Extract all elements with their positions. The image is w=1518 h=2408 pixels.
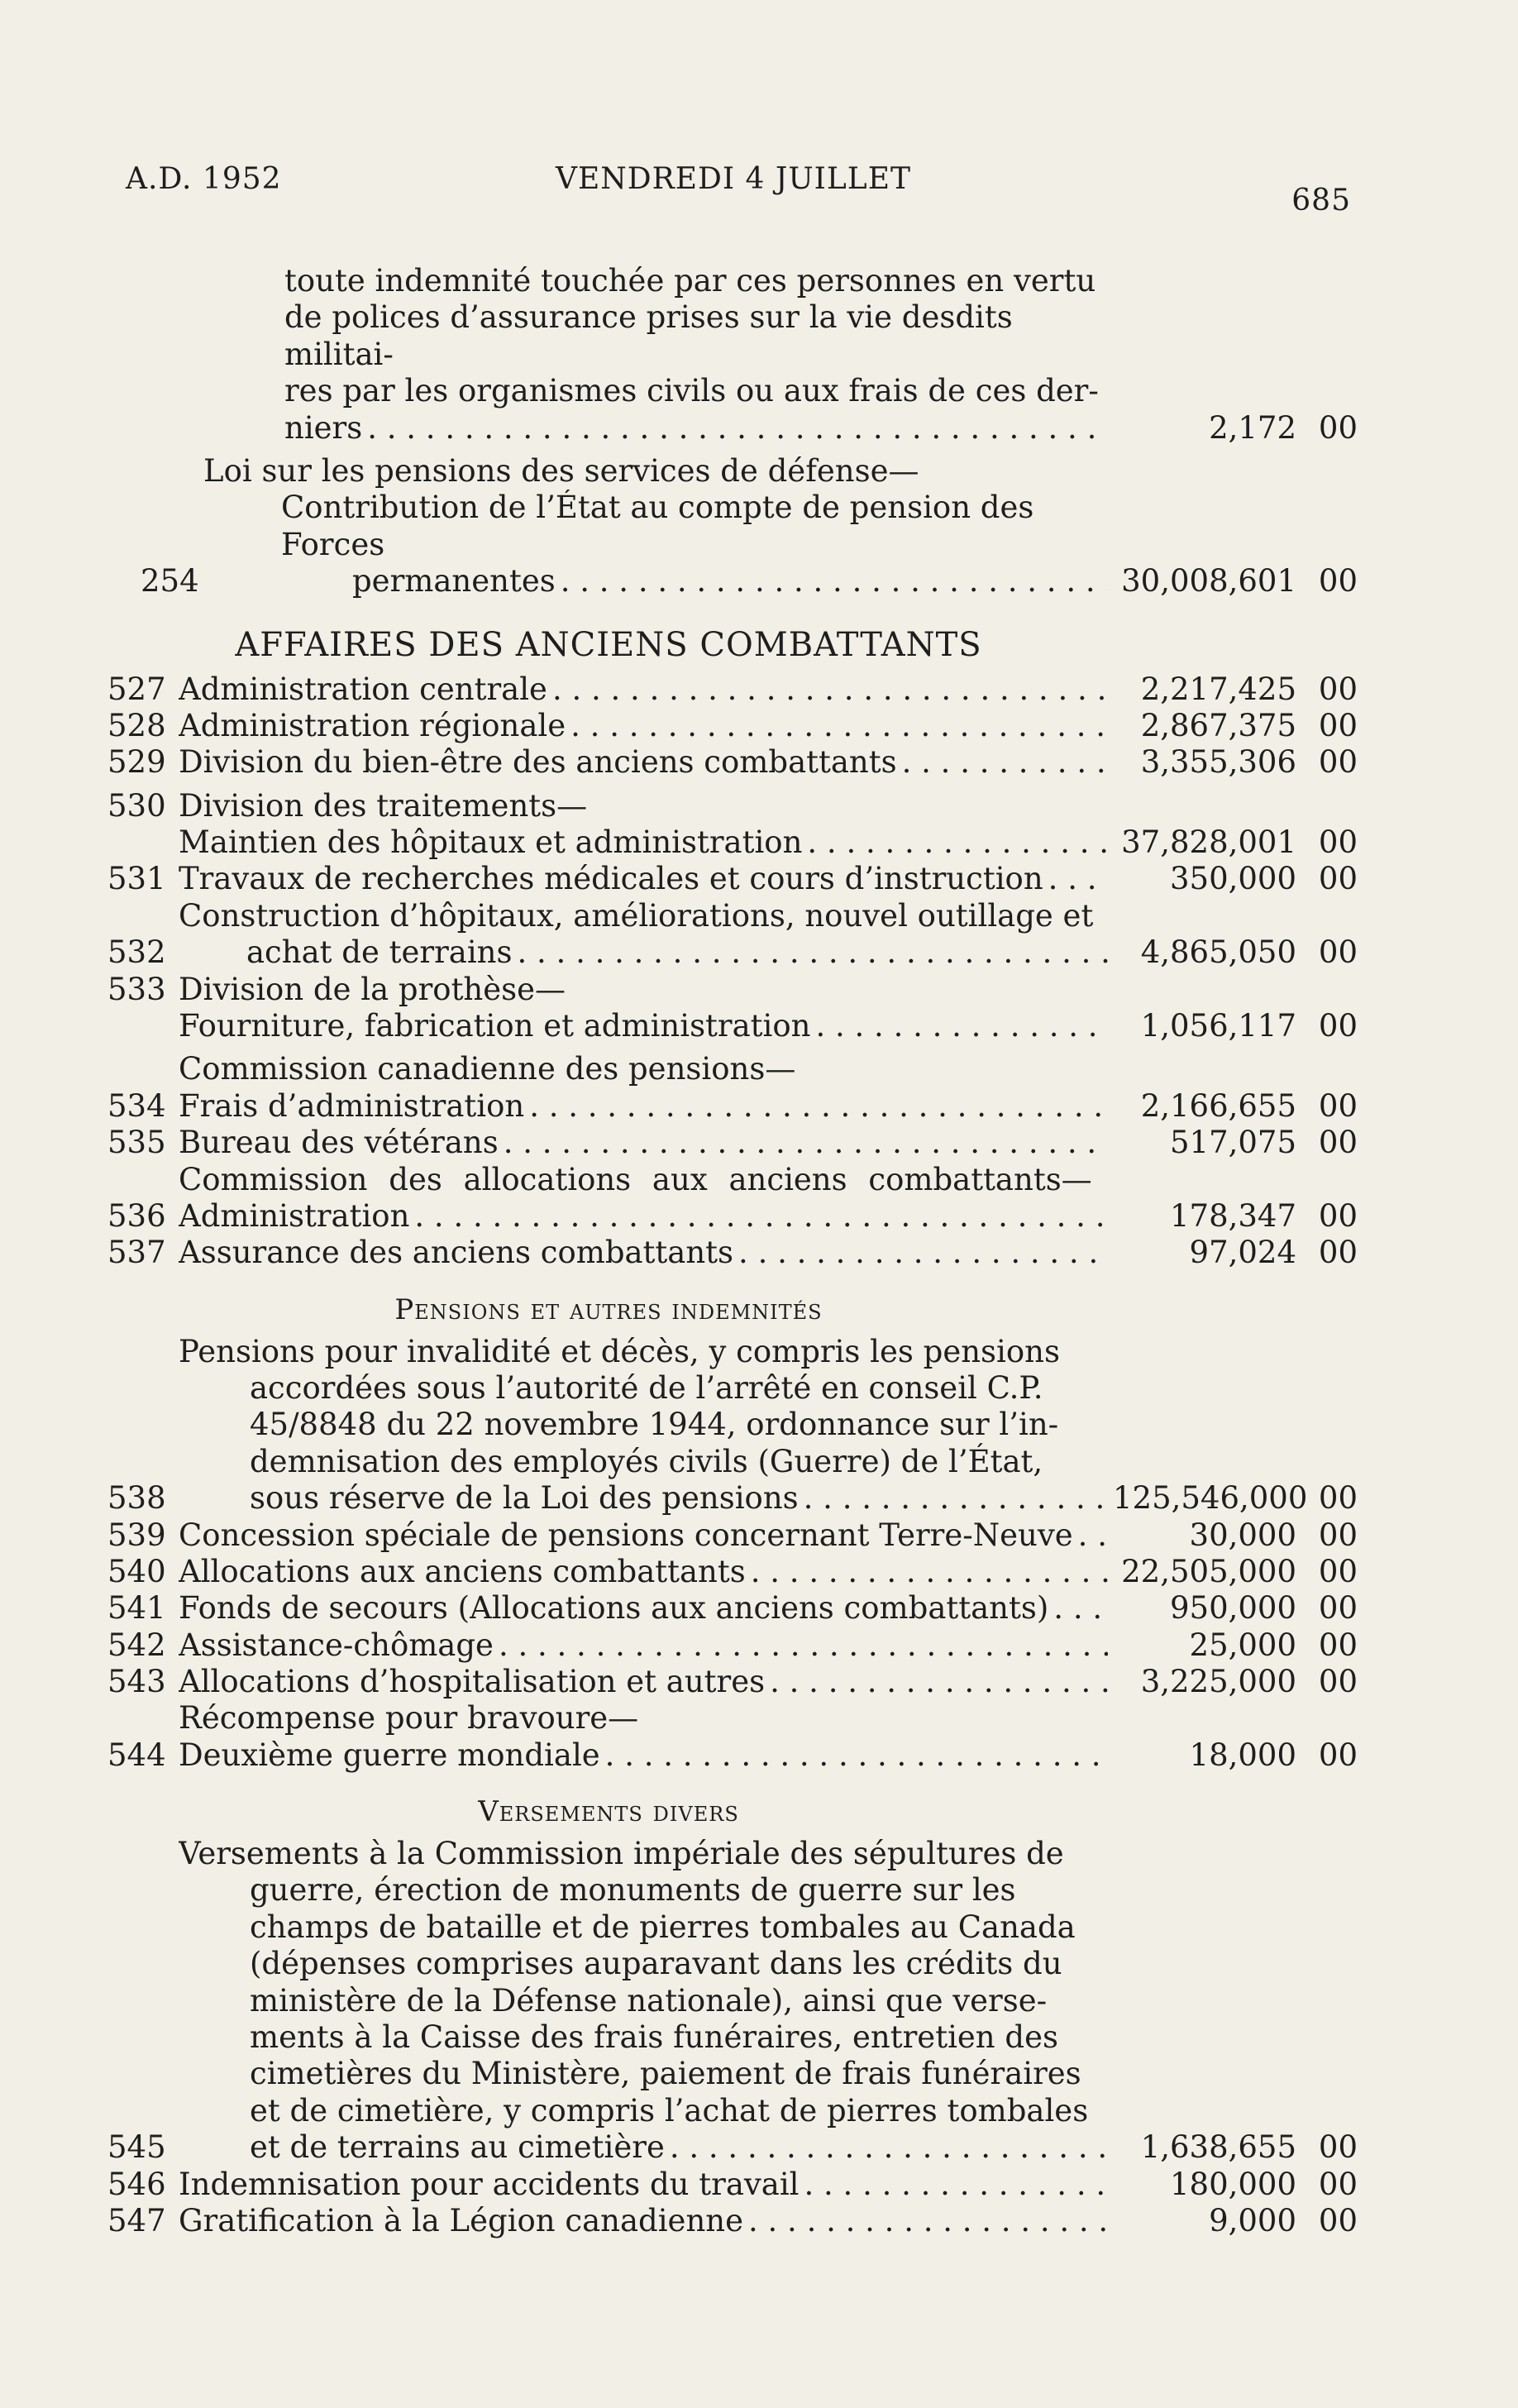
item-532: 532 Construction d’hôpitaux, améliorations, nouvel outillage et achat de terrains . . . 4,865,050 00 xyxy=(107,898,1358,972)
item-540: 540 Allocations aux anciens combattants . . . 22,505,000 00 xyxy=(107,1554,1358,1590)
section-heading: Versements divers xyxy=(478,1795,739,1829)
item-529: 529 Division du bien-être des anciens combattants . . . 3,355,306 00 xyxy=(107,744,1358,781)
item-543: 543 Allocations d’hospitalisation et autres . . . 3,225,000 00 xyxy=(107,1664,1358,1700)
amount: 2,172 xyxy=(1209,409,1296,446)
cents: 00 xyxy=(1318,563,1358,600)
intro-line: toute indemnité touchée par ces personnes en vertu xyxy=(284,263,1096,299)
item-fourniture: Fourniture, fabrication et administration . . . 1,056,117 00 xyxy=(107,1008,1358,1044)
item-maintien: Maintien des hôpitaux et administration . . . 37,828,001 00 xyxy=(107,824,1358,861)
estimates-body xyxy=(107,263,1358,2239)
intro-line: de polices d’assurance prises sur la vie desdits militai- xyxy=(284,299,1013,372)
item-544: 544 Récompense pour bravoure— Deuxième guerre mondiale . . . 18,000 00 xyxy=(107,1700,1358,1774)
amount: 30,008,601 xyxy=(1121,563,1296,600)
intro-line: res par les organismes civils ou aux frais de ces der- xyxy=(284,373,1099,409)
header-year: A.D. 1952 xyxy=(126,162,282,196)
item-number: 254 xyxy=(141,563,199,600)
item-538: 538 Pensions pour invalidité et décès, y compris les pensions accordées sous l’autorité de l’arrêté en conseil C.P. 45/8848 du 22 novembre 1944, ordonnance sur l’in- demnisation des employés civils (Guerre) de l’État, sous réserve de la Loi des pensions . . . 125,546,000 00 xyxy=(107,1334,1358,1517)
item-537: 537 Assurance des anciens combattants . . . 97,024 00 xyxy=(107,1235,1358,1271)
item-254: 254 Contribution de l’État au compte de pension des Forces permanentes . . . 30,008,601 00 xyxy=(107,490,1358,600)
cents: 00 xyxy=(1318,409,1358,446)
item-546: 546 Indemnisation pour accidents du travail . . . 180,000 00 xyxy=(107,2167,1358,2203)
header-date: VENDREDI 4 JUILLET xyxy=(556,162,911,196)
item-536: 536 Commission des allocations aux anciens combattants— Administration . . . 178,347 00 xyxy=(107,1162,1358,1235)
item-533: 533 Division de la prothèse— xyxy=(107,971,566,1007)
section-heading: AFFAIRES DES ANCIENS COMBATTANTS xyxy=(235,625,982,664)
commission-heading: Commission canadienne des pensions— xyxy=(179,1051,796,1087)
item-528: 528 Administration régionale . . . 2,867,375 00 xyxy=(107,708,1358,744)
item-547: 547 Gratification à la Légion canadienne . . . 9,000 00 xyxy=(107,2203,1358,2239)
item-527: 527 Administration centrale . . . 2,217,425 00 xyxy=(107,671,1358,708)
item-534: 534 Frais d’administration . . . 2,166,655 00 xyxy=(107,1088,1358,1125)
item-530: 530 Division des traitements— xyxy=(107,787,588,824)
item-539: 539 Concession spéciale de pensions concernant Terre-Neuve . . . 30,000 00 xyxy=(107,1517,1358,1554)
item-535: 535 Bureau des vétérans . . . 517,075 00 xyxy=(107,1125,1358,1161)
item-545: 545 Versements à la Commission impériale des sépultures de guerre, érection de monuments de guerre sur les champs de bataille et de pierres tombales au Canada (dépenses comprises auparavant dans les crédits du ministère de la Défense nationale), ainsi que verse- ments à la Caisse des frais funéraires, entretien des cimetières du Ministère, paiement de frais funéraires et de cimetière, y compris l’achat de pierres tombales et de terrains au cimetière . . . 1,638,655 00 xyxy=(107,1836,1358,2167)
page-number: 685 xyxy=(1291,184,1351,217)
section-heading: Pensions et autres indemnités xyxy=(394,1292,823,1326)
item-541: 541 Fonds de secours (Allocations aux anciens combattants) . . . 950,000 00 xyxy=(107,1590,1358,1627)
loi-title: Loi sur les pensions des services de défense— xyxy=(203,452,919,489)
intro-entry xyxy=(107,263,1358,447)
item-542: 542 Assistance-chômage . . . 25,000 00 xyxy=(107,1627,1358,1664)
item-531: 531 Travaux de recherches médicales et cours d’instruction . . . 350,000 00 xyxy=(107,861,1358,897)
intro-last: niers xyxy=(284,409,363,446)
